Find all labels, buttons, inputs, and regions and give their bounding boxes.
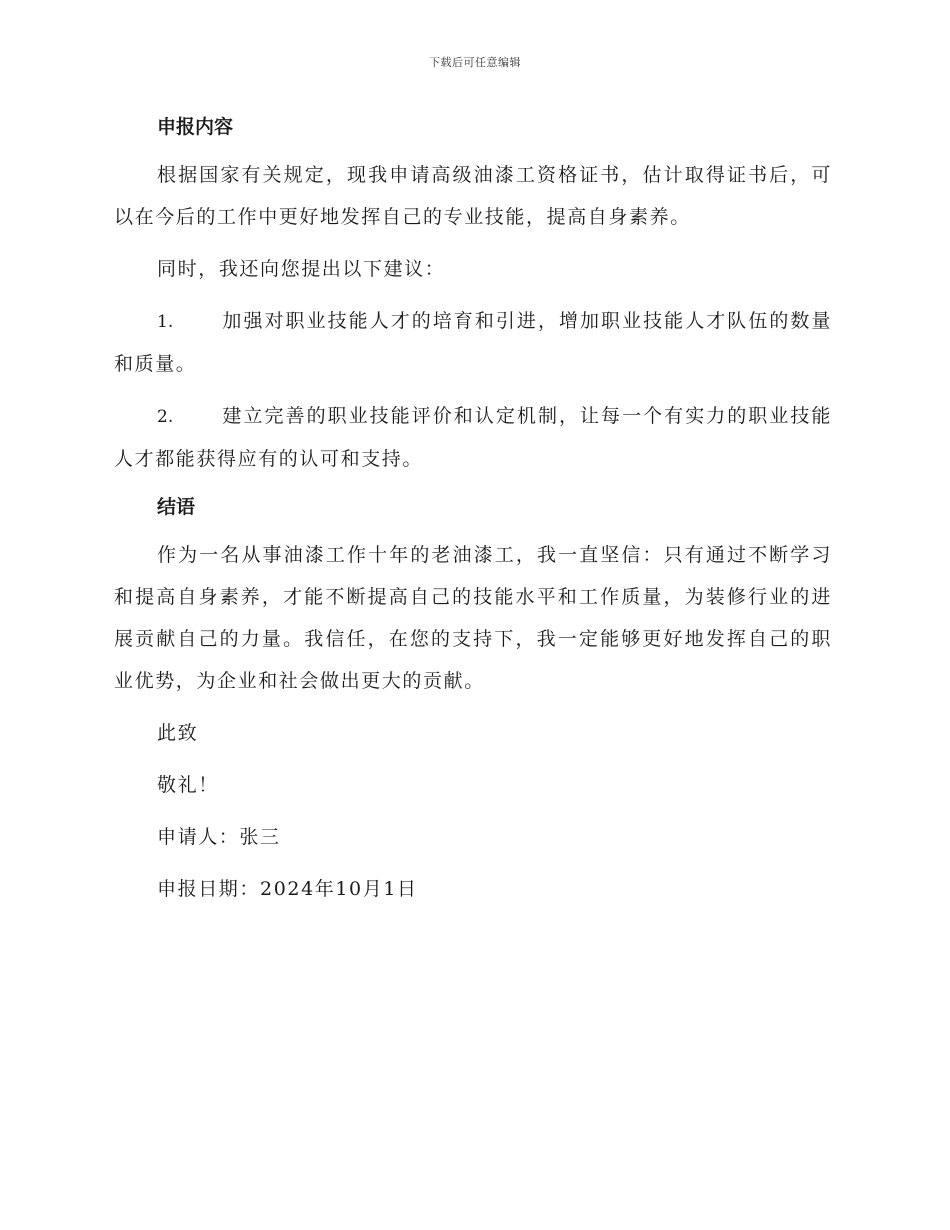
application-date: 申报日期：2024年10月1日 <box>157 878 418 900</box>
section-title-application: 申报内容 <box>157 116 234 138</box>
section-title-conclusion: 结语 <box>157 496 196 518</box>
suggestion-text-1: 加强对职业技能人才的培育和引进，增加职业技能人才队伍的数量和质量。 <box>114 310 832 375</box>
closing-respect: 敬礼！ <box>157 774 219 796</box>
suggestion-number-2: 2. <box>157 407 174 427</box>
conclusion-paragraph: 作为一名从事油漆工作十年的老油漆工，我一直坚信：只有通过不断学习和提高自身素养，才能不断提高自己的技能水平和工作质量，为装修行业的进展贡献自己的力量。我信任，在您的支持下，我一定能够更好地发挥自己的职业优势，为企业和社会做出更大的贡献。 <box>114 544 832 692</box>
suggestion-number-1: 1. <box>157 312 174 332</box>
document-body <box>114 110 832 920</box>
suggestion-item-2 <box>114 395 832 480</box>
suggestion-item-1 <box>114 300 832 385</box>
header-note: 下载后可任意编辑 <box>429 56 521 69</box>
applicant-name: 申请人：张三 <box>157 826 281 848</box>
application-paragraph-1: 根据国家有关规定，现我申请高级油漆工资格证书，估计取得证书后，可以在今后的工作中更好地发挥自己的专业技能，提高自身素养。 <box>114 164 832 228</box>
closing-salutation: 此致 <box>157 722 199 744</box>
application-paragraph-2: 同时，我还向您提出以下建议： <box>157 258 446 280</box>
suggestion-text-2: 建立完善的职业技能评价和认定机制，让每一个有实力的职业技能人才都能获得应有的认可和支持。 <box>114 405 832 470</box>
